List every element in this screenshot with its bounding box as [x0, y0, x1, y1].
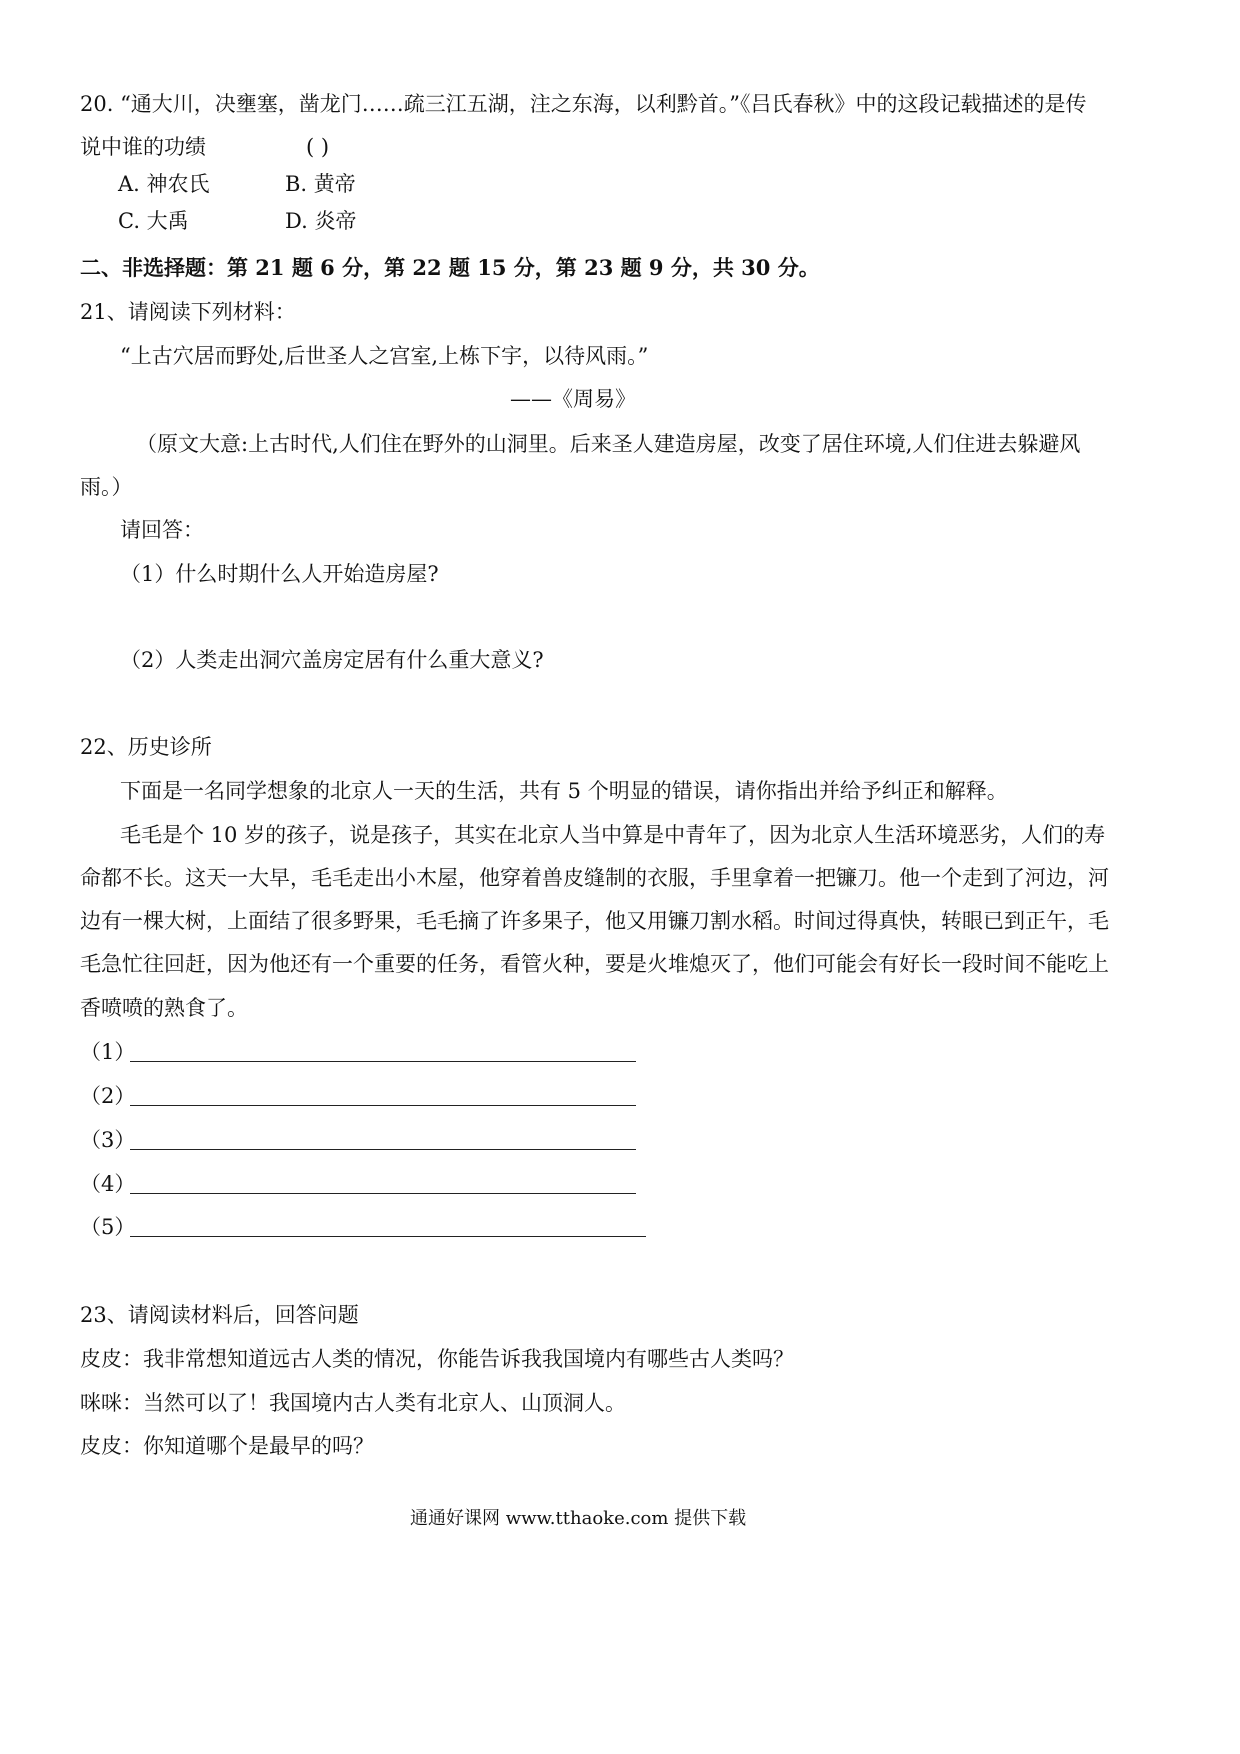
q22-story-line-2: 命都不长。这天一大早，毛毛走出小木屋，他穿着兽皮缝制的衣服，手里拿着一把镰刀。他一个走到了河边，河: [80, 866, 1109, 890]
q21-subquestion-2: （2）人类走出洞穴盖房定居有什么重大意义?: [120, 648, 544, 672]
q20-answer-paren: ( ): [306, 135, 330, 159]
q23-dialogue-line-3: 皮皮：你知道哪个是最早的吗？: [80, 1434, 374, 1458]
q22-answer-line-2[interactable]: [130, 1105, 636, 1106]
q20-option-d: D. 炎帝: [285, 209, 357, 233]
q23-dialogue-line-2: 咪咪：当然可以了！我国境内古人类有北京人、山顶洞人。: [80, 1391, 626, 1415]
q21-title: 21、请阅读下列材料：: [80, 300, 296, 324]
q21-note-line-2: 雨。）: [80, 475, 133, 499]
q22-story-line-4: 毛急忙往回赶，因为他还有一个重要的任务，看管火种，要是火堆熄灭了，他们可能会有好长一段时间不能吃上: [80, 952, 1109, 976]
q21-subquestion-1: （1）什么时期什么人开始造房屋?: [120, 562, 439, 586]
q22-answer-line-1[interactable]: [130, 1061, 636, 1062]
q20-option-b: B. 黄帝: [285, 172, 356, 196]
q22-blank-label-3: （3）: [80, 1128, 136, 1152]
q22-answer-line-4[interactable]: [130, 1193, 636, 1194]
q20-option-c: C. 大禹: [118, 209, 189, 233]
q22-blank-label-1: （1）: [80, 1040, 136, 1064]
q21-source: ——《周易》: [510, 387, 636, 411]
q22-blank-label-4: （4）: [80, 1172, 136, 1196]
q22-story-line-1: 毛毛是个 10 岁的孩子，说是孩子，其实在北京人当中算是中青年了，因为北京人生活环境恶劣，人们的寿: [120, 823, 1106, 847]
q22-blank-label-5: （5）: [80, 1215, 136, 1239]
q22-title: 22、历史诊所: [80, 735, 212, 759]
section-2-heading: 二、非选择题：第 21 题 6 分，第 22 题 15 分，第 23 题 9 分，共 30 分。: [80, 255, 820, 280]
q22-answer-line-3[interactable]: [130, 1149, 636, 1150]
q22-story-line-5: 香喷喷的熟食了。: [80, 996, 248, 1020]
q22-answer-line-5[interactable]: [130, 1236, 646, 1237]
q21-prompt: 请回答：: [120, 518, 204, 542]
q21-note-line-1: （原文大意:上古时代,人们住在野外的山洞里。后来圣人建造房屋，改变了居住环境,人们住进去躲避风: [136, 432, 1081, 456]
q22-story-line-3: 边有一棵大树，上面结了很多野果，毛毛摘了许多果子，他又用镰刀割水稻。时间过得真快，转眼已到正午，毛: [80, 909, 1109, 933]
q23-title: 23、请阅读材料后，回答问题: [80, 1303, 359, 1327]
q20-line-2: 说中谁的功绩: [80, 135, 206, 159]
q20-option-a: A. 神农氏: [118, 172, 210, 196]
q22-intro: 下面是一名同学想象的北京人一天的生活，共有 5 个明显的错误，请你指出并给予纠正和解释。: [120, 779, 1008, 803]
q23-dialogue-line-1: 皮皮：我非常想知道远古人类的情况，你能告诉我我国境内有哪些古人类吗？: [80, 1347, 794, 1371]
q22-blank-label-2: （2）: [80, 1084, 136, 1108]
q21-quote: “上古穴居而野处,后世圣人之宫室,上栋下宇，以待风雨。”: [120, 344, 649, 368]
q20-line-1: 20. “通大川，决壅塞，凿龙门……疏三江五湖，注之东海，以利黔首。”《吕氏春秋》中的这段记载描述的是传: [80, 92, 1087, 116]
page-footer: 通通好课网 www.tthaoke.com 提供下载: [410, 1508, 747, 1529]
